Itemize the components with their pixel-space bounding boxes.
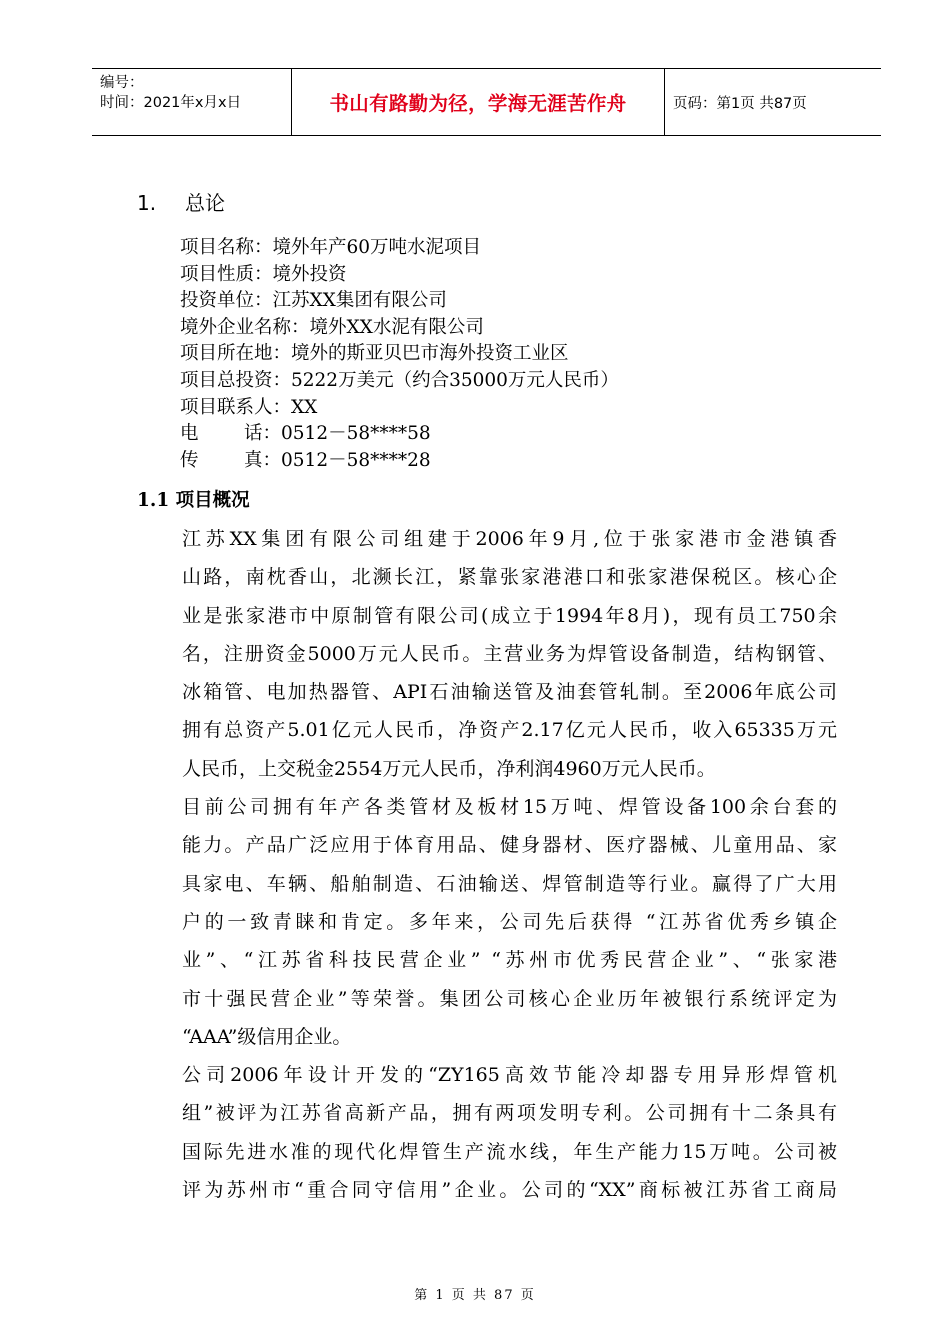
info-line: 项目总投资：5222万美元（约合35000万元人民币） <box>180 369 619 391</box>
text-line: 冰箱管、电加热器管、API石油输送管及油套管轧制。至2006年底公司 <box>182 681 837 704</box>
body-text <box>137 520 837 1209</box>
info-line: 项目名称：境外年产60万吨水泥项目 <box>180 237 482 258</box>
text-line: 组”被评为江苏省高新产品，拥有两项发明专利。公司拥有十二条具有 <box>182 1102 837 1125</box>
phone-label-b: 话： <box>244 423 282 445</box>
header-motto: 书山有路勤为径，学海无涯苦作舟 <box>292 69 665 135</box>
fax-label-a: 传 <box>180 449 199 471</box>
fax-label-b: 真： <box>244 449 282 471</box>
phone-value: 0512－58****58 <box>281 423 431 445</box>
number-label: 编号： <box>100 75 144 91</box>
paragraph <box>137 520 837 788</box>
subsection-title: 1.1 项目概况 <box>137 490 250 511</box>
info-line: 项目所在地：境外的斯亚贝巴市海外投资工业区 <box>180 343 569 365</box>
phone-label-a: 电 <box>180 423 199 445</box>
text-line: 能力。产品广泛应用于体育用品、健身器材、医疗器械、儿童用品、家 <box>182 834 837 857</box>
text-line: 国际先进水准的现代化焊管生产流水线，年生产能力15万吨。公司被 <box>182 1140 837 1163</box>
page-footer: 第 1 页 共 87 页 <box>414 1288 536 1303</box>
text-line: 公司2006年设计开发的“ZY165高效节能冷却器专用异形焊管机 <box>182 1064 837 1087</box>
section-heading <box>137 187 225 216</box>
text-line: 业”、“江苏省科技民营企业” “苏州市优秀民营企业”、“张家港 <box>182 949 837 972</box>
time-label: 时间：2021年x月x日 <box>100 95 242 111</box>
info-line: 投资单位：江苏XX集团有限公司 <box>180 290 447 312</box>
text-line: 名，注册资金5000万元人民币。主营业务为焊管设备制造，结构钢管、 <box>182 642 837 665</box>
fax-line <box>180 448 619 475</box>
text-line: 具家电、车辆、船舶制造、石油输送、焊管制造等行业。赢得了广大用 <box>182 872 837 895</box>
info-line: 项目性质：境外投资 <box>180 263 347 285</box>
fax-value: 0512－58****28 <box>281 449 431 471</box>
text-line: “AAA”级信用企业。 <box>182 1025 352 1048</box>
text-line: 拥有总资产5.01亿元人民币，净资产2.17亿元人民币，收入65335万元 <box>182 719 837 742</box>
text-line: 江苏XX集团有限公司组建于2006年9月,位于张家港市金港镇香 <box>182 528 837 550</box>
section-title: 总论 <box>185 191 225 215</box>
section-number: 1. <box>137 191 157 215</box>
paragraph <box>137 788 837 1056</box>
text-line: 评为苏州市“重合同守信用”企业。公司的“XX”商标被江苏省工商局 <box>182 1179 837 1202</box>
text-line: 业是张家港市中原制管有限公司(成立于1994年8月)，现有员工750余 <box>182 604 837 627</box>
paragraph <box>137 1056 837 1209</box>
project-info-list <box>180 235 619 474</box>
text-line: 山路，南枕香山，北濒长江，紧靠张家港港口和张家港保税区。核心企 <box>182 566 837 589</box>
info-line: 境外企业名称：境外XX水泥有限公司 <box>180 316 484 338</box>
phone-line <box>180 421 619 448</box>
text-line: 户的一致青睐和肯定。多年来，公司先后获得 “江苏省优秀乡镇企 <box>182 910 837 933</box>
header-table <box>92 68 881 136</box>
text-line: 目前公司拥有年产各类管材及板材15万吨、焊管设备100余台套的 <box>182 796 837 819</box>
text-line: 市十强民营企业”等荣誉。集团公司核心企业历年被银行系统评定为 <box>182 987 837 1010</box>
header-left-cell <box>92 69 292 135</box>
header-page-info: 页码：第1页 共87页 <box>673 95 807 112</box>
info-line: 项目联系人：XX <box>180 396 318 418</box>
text-line: 人民币，上交税金2554万元人民币，净利润4960万元人民币。 <box>182 757 716 780</box>
